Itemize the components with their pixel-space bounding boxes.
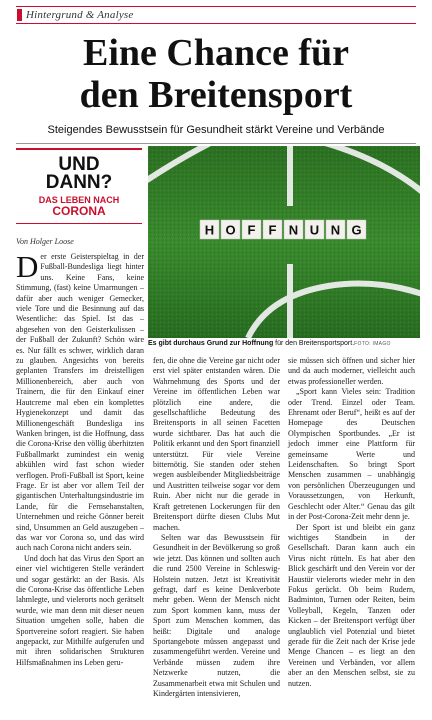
drop-cap: D <box>16 249 39 284</box>
caption-bold: Es gibt durchaus Grund zur Hoffnung <box>148 340 274 347</box>
author-byline: Von Holger Loose <box>16 237 74 246</box>
divider <box>16 143 416 144</box>
kicker-accent-bar <box>17 9 22 21</box>
tile-letter: U <box>309 222 320 238</box>
photo-credit: FOTO: IMAGO <box>354 341 391 347</box>
headline-line-1: Eine Chance für <box>83 32 349 74</box>
kicker-text: Hintergrund & Analyse <box>26 9 134 21</box>
headline <box>0 32 432 116</box>
turf-illustration <box>148 146 420 338</box>
article-column-3 <box>288 356 415 689</box>
series-title <box>16 156 142 192</box>
paragraph: Der Sport ist und bleibt ein ganz wichtiges Standbein in der Gesellschaft. Daran kann auch ein Virus nicht rütteln. Es hat aber den Blick geschärft und den Verein vor der Haustür vielerorts wieder mehr in den Fokus gerückt. Ob beim Rudern, Badminton, Turnen oder Reiten, beim Volleyball, Kegeln, Tanzen oder Kicken – der Breitensport verfügt über unglaublich viel Potenzial und bietet gerade für die Zeit nach der Krise jede Menge Chancen – es liegt an den Vereinen und Verbänden, vor allem aber an den Menschen selbst, sie zu nutzen. <box>288 522 415 688</box>
tile-letter: G <box>351 222 362 238</box>
photo-caption <box>148 340 420 347</box>
paragraph <box>16 249 144 554</box>
tile-letter: F <box>268 222 277 238</box>
paragraph: Und doch hat das Virus den Sport an einer viel wichtigeren Stelle verändert und sogar gestärkt: an der Basis. Als die Corona-Krise das öffentliche Leben lahmlegte, und vielerorts noch gerätselt wurde, wie man denn mit dieser neuen Situation umgehen solle, haben die Sportvereine sofort reagiert. Sie haben angepackt, zur Mithilfe aufgerufen und mit ihren solidarischen Strukturen Hilfsmaßnahmen ins Leben geru- <box>16 553 144 667</box>
paragraph: fen, die ohne die Vereine gar nicht oder erst viel später entstanden wären. Die Wahrnehmung des Sports und der Vereine im öffentlichen Leben war plötzlich eine andere, die gesellschaftliche Bedeutung des Breitensports in all seinen Facetten wurde sichtbarer. Das hat auch die Politik erkannt und den Sport finanziell unterstützt. Für viele Vereine bitternötig. Sie standen oder stehen wegen ausbleibender Mitgliedsbeiträge und Austritten teilweise sogar vor dem Ruin. Aber nicht nur die gerade in Kraft getretenen Lockerungen für den Breitensport dürfte diesen Clubs Mut machen. <box>153 356 280 532</box>
paragraph: Selten war das Bewusstsein für Gesundheit in der Bevölkerung so groß wie jetzt. Das können und sollten auch die rund 2500 Vereine in Schleswig-Holstein nutzen. Jetzt ist Kreativität gefragt, darf es keine Denkverbote mehr geben. Wenn der Mensch nicht zum Sport kommen kann, muss der Sport zum Menschen kommen, das heißt: Digitale und analoge Sportangebote müssen angepasst und zusammengeführt werden. Vereine und Verbände müssen zudem ihre Netzwerke nutzen, die Zusammenarbeit etwa mit Schulen und Kindergärten intensivieren, <box>153 532 280 698</box>
tile-letter: H <box>204 222 215 238</box>
series-title-line-1: UND <box>58 154 100 175</box>
article-column-1 <box>16 249 144 668</box>
series-subtitle-line-2: CORONA <box>52 204 106 218</box>
section-kicker <box>16 6 416 24</box>
series-subtitle-line-1: DAS LEBEN NACH <box>38 195 120 205</box>
paragraph-text: er erste Geisterspieltag in der Fußball-Bundesliga liegt hinter uns. Keine Fans, keine Stimmung, (fast) keine Umarmungen – dafür aber auch weniger Gemecker, viele Tore und die Besinnung auf das Wesentliche: das Spiel. Ist das – abgesehen von den Geisterkulissen – der Fußball der Zukunft? Schön wäre es. Nur fällt es schwer, wirklich daran zu glauben. Angesichts von bereits geplanten Transfers im dreistelligen Millionenbereich, aber auch von Trainern, die für den Einkauf einer Hautcreme mal eben ein komplettes Hygienekonzept und damit das Millionengeschäft Bundesliga ins Wanken bringen, ist die Hoffnung, dass die Corona-Krise den völlig überhitzten Fußballmarkt zumindest ein wenig abkühlen wird fast schon wieder verflogen. Profi-Fußball ist Sport, keine Frage. Er ist aber vor allem Teil der gigantischen Unterhaltungsindustrie im Lande, für die Fernsehanstalten, Unternehmen und reiche Gönner bereit sind, Unsummen an Geld auszugeben – das war vor Corona so, und das wird auch nach Corona nicht anders sein. <box>16 252 144 553</box>
subheadline: Steigendes Bewusstsein für Gesundheit stärkt Vereine und Verbände <box>47 124 385 136</box>
caption-text: für den Breitensportsport. <box>273 340 355 347</box>
series-title-line-2: DANN? <box>45 172 113 193</box>
paragraph: „Sport kann Vieles sein: Tradition oder Trend. Einzel oder Team. Ehrenamt oder Beruf“, heißt es auf der Homepage des Deutschen Olympischen Sportbundes. „Er ist jedoch immer eine Plattform für gemeinsame Werte und Leidenschaften. So bringt Sport Menschen zusammen – unabhängig von persönlichen Überzeugungen und Voraussetzungen, von Herkunft, Geschlecht oder Alter.“ Genau das gilt in der Post-Corona-Zeit mehr denn je. <box>288 387 415 522</box>
tile-letter: N <box>330 222 341 238</box>
tile-letter: N <box>288 222 299 238</box>
tile-letter: O <box>225 222 236 238</box>
paragraph: sie müssen sich öffnen und sicher hier und da auch moderner, vielleicht auch etwas professioneller werden. <box>288 356 415 386</box>
article-photo <box>148 146 420 338</box>
tile-letter: F <box>247 222 256 238</box>
article-column-2 <box>153 356 280 699</box>
headline-line-2: den Breitensport <box>79 74 353 116</box>
series-box <box>16 148 142 224</box>
